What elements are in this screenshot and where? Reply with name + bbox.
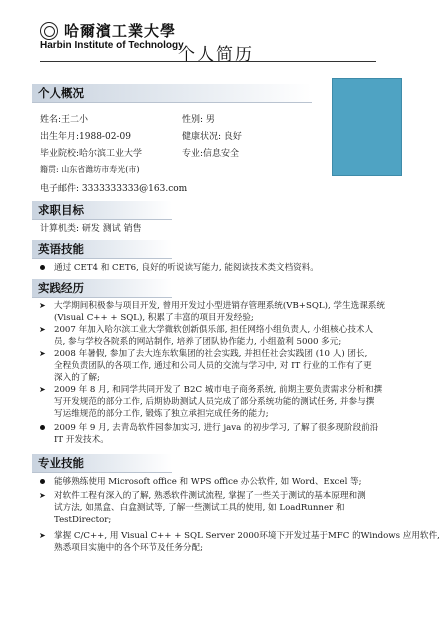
experience-line: 2009 年 9 月, 去青岛软件园参加实习, 进行 java 的初步学习, 了解了很多现阶段前沿 bbox=[54, 423, 379, 433]
bullet-arrow-icon: ➤ bbox=[39, 385, 46, 394]
health-field: 健康状况: 良好 bbox=[182, 132, 242, 142]
experience-line: 大学期间积极参与项目开发, 曾用开发过小型进销存管理系统(VB+SQL), 学生选课系统 bbox=[54, 301, 385, 311]
logo-english-name: Harbin Institute of Technology bbox=[40, 40, 184, 51]
bullet-dot-icon bbox=[40, 479, 45, 484]
section-title-english: 英语技能 bbox=[38, 242, 84, 256]
bullet-arrow-icon: ➤ bbox=[39, 491, 46, 500]
section-title-objective: 求职目标 bbox=[38, 203, 84, 217]
experience-line: 2009 年 8 月, 和同学共同开发了 B2C 城市电子商务系统, 前期主要负责需求分析和撰 bbox=[54, 385, 383, 395]
experience-line: 员, 参与学校各院系的网站制作, 培养了团队协作能力, 小组盈利 5000 多元; bbox=[54, 337, 342, 348]
major-field: 专业:信息安全 bbox=[182, 149, 240, 159]
profile-photo bbox=[332, 78, 402, 176]
experience-line: 写开发规范的部分工作, 后期协助测试人员完成了部分系统功能的测试任务, 并参与撰 bbox=[54, 397, 375, 408]
university-seal-icon bbox=[40, 22, 58, 40]
experience-line: 全程负责团队的各项工作, 通过和公司人员的交流与学习中, 对 IT 行业的工作有了更 bbox=[54, 361, 372, 372]
skill-line: 试方法, 如黑盒、白盒测试等, 了解一些测试工具的使用, 如 LoadRunner 和 bbox=[54, 503, 345, 514]
experience-line: 2007 年加入哈尔滨工业大学微软创新俱乐部, 担任网络小组负责人, 小组核心技术人 bbox=[54, 325, 374, 335]
skill-line: 对软件工程有深入的了解, 熟悉软件测试流程, 掌握了一些关于测试的基本原理和测 bbox=[54, 491, 366, 501]
section-title-personal: 个人概况 bbox=[38, 86, 84, 100]
experience-line: (Visual C++ + SQL), 积累了丰富的项目开发经验; bbox=[54, 313, 254, 324]
section-header-personal bbox=[32, 84, 312, 103]
bullet-arrow-icon: ➤ bbox=[39, 301, 46, 310]
english-line: 通过 CET4 和 CET6, 良好的听说读写能力, 能阅读技术类文档资料。 bbox=[54, 263, 319, 273]
skill-line: TestDirector; bbox=[54, 515, 112, 526]
section-header-english bbox=[32, 240, 172, 259]
title-divider bbox=[40, 61, 376, 62]
bullet-arrow-icon: ➤ bbox=[39, 531, 46, 540]
native-place-field: 籍贯: 山东省潍坊市寿光(市) bbox=[40, 165, 140, 174]
birth-field: 出生年月:1988-02-09 bbox=[40, 132, 131, 142]
section-title-skills: 专业技能 bbox=[38, 456, 84, 470]
gender-field: 性别: 男 bbox=[182, 115, 215, 125]
bullet-dot-icon bbox=[40, 425, 45, 430]
section-header-objective bbox=[32, 201, 172, 220]
experience-line: 深入的了解; bbox=[54, 373, 100, 384]
page-title: 个人简历 bbox=[178, 45, 254, 65]
logo-chinese-name: 哈爾濱工業大學 bbox=[64, 22, 177, 40]
bullet-arrow-icon: ➤ bbox=[39, 325, 46, 334]
skill-line: 掌握 C/C++, 用 Visual C++ + SQL Server 2000环境下开发过基于MFC 的Windows 应用软件, bbox=[54, 531, 440, 541]
section-title-experience: 实践经历 bbox=[38, 281, 84, 295]
experience-line: 写运维规范的部分工作, 锻炼了独立承担完成任务的能力; bbox=[54, 409, 269, 420]
skill-line: 熟悉项目实施中的各个环节及任务分配; bbox=[54, 543, 203, 554]
section-header-skills bbox=[32, 454, 172, 473]
school-field: 毕业院校:哈尔滨工业大学 bbox=[40, 149, 143, 159]
bullet-arrow-icon: ➤ bbox=[39, 349, 46, 358]
section-header-experience bbox=[32, 279, 172, 298]
skill-line: 能够熟练使用 Microsoft office 和 WPS office 办公软件, 如 Word、Excel 等; bbox=[54, 477, 362, 487]
experience-line: IT 开发技术。 bbox=[54, 435, 109, 446]
university-logo bbox=[40, 22, 190, 50]
bullet-dot-icon bbox=[40, 265, 45, 270]
email-field: 电子邮件: 3333333333@163.com bbox=[40, 184, 188, 194]
experience-line: 2008 年暑假, 参加了去大连东软集团的社会实践, 并担任社会实践团 (10 人) 团长, bbox=[54, 349, 368, 359]
name-field: 姓名:王二小 bbox=[40, 115, 89, 125]
objective-text: 计算机类: 研发 测试 销售 bbox=[40, 224, 142, 234]
